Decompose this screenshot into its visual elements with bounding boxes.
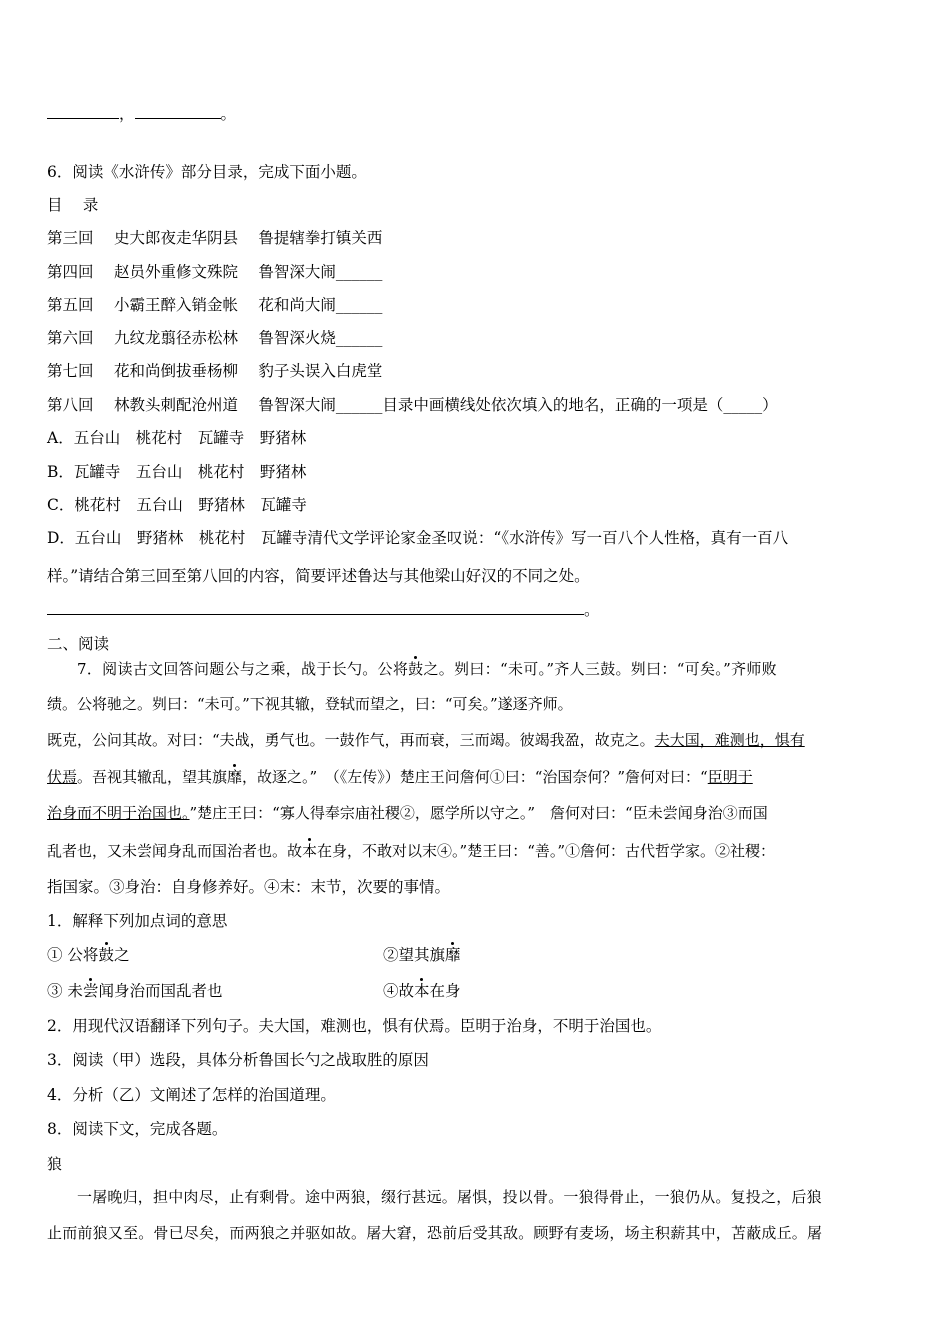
toc-title-2: 豹子头误入白虎堂 <box>258 362 383 380</box>
dotted-word: 尝 <box>82 982 99 1000</box>
word-item: ②望其旗靡 <box>383 946 461 964</box>
word-item: ④故本在身 <box>383 982 461 1000</box>
dotted-word: 鼓 <box>98 946 114 964</box>
passage-line <box>47 659 777 679</box>
answer-blank <box>47 600 584 615</box>
passage-text: 在身，不敢对以末④。”楚王曰：“善。”①詹何：古代哲学家。②社稷： <box>317 842 776 860</box>
dotted-word: 本 <box>414 982 430 1000</box>
comma: ， <box>119 105 135 123</box>
passage-text: 乱者也，又未尝闻身乱而国治者也。故 <box>47 842 303 860</box>
period: 。 <box>220 105 237 123</box>
toc-title-1: 花和尚倒拔垂杨柳 <box>113 362 238 380</box>
toc-heading: 目 录 <box>47 196 99 214</box>
passage-line <box>47 803 768 823</box>
underlined-sentence: 治身而不明于治国也。 <box>47 804 190 822</box>
toc-title-1: 史大郎夜走华阴县 <box>113 229 238 247</box>
word-items-row <box>47 981 897 1001</box>
passage-line: 绩。公将驰之。刿曰：“未可。”下视其辙，登轼而望之，曰：“可矣。”遂逐齐师。 <box>47 695 573 713</box>
toc-row <box>47 295 382 315</box>
dotted-word: 本 <box>302 842 318 860</box>
passage-text: 7．阅读古文回答问题公与之乘，战于长勺。公将 <box>77 660 409 678</box>
answer-blank <box>135 104 221 119</box>
passage-text: ”楚庄王曰：“寡人得奉宗庙社稷②，愿学所以守之。” 詹何对曰：“臣未尝闻身治③而国 <box>189 804 768 822</box>
toc-title-2: 鲁提辖拳打镇关西 <box>258 229 383 247</box>
toc-title-1: 九纹龙翦径赤松林 <box>113 329 238 347</box>
sub-question-2: 2．用现代汉语翻译下列句子。夫大国，难测也，惧有伏焉。臣明于治身，不明于治国也。 <box>47 1017 662 1035</box>
toc-row <box>47 395 778 415</box>
underlined-sentence: 夫大国，难测也，惧有 <box>654 731 805 749</box>
passage-line: 指国家。③身治：自身修养好。④末：末节，次要的事情。 <box>47 878 451 896</box>
sub-question-4: 4．分析（乙）文阐述了怎样的治国道理。 <box>47 1086 336 1104</box>
answer-blanks-line <box>47 104 236 124</box>
toc-title-1: 赵员外重修文殊院 <box>113 263 238 281</box>
question-6-stem: 6．阅读《水浒传》部分目录，完成下面小题。 <box>47 163 367 181</box>
passage-text: 之。刿曰：“未可。”齐人三鼓。刿曰：“可矣。”齐师败 <box>423 660 777 678</box>
option-d: D．五台山 野猪林 桃花村 瓦罐寺清代文学评论家金圣叹说：“《水浒传》写一百八个人性格，真有一百八 <box>47 529 789 547</box>
toc-chapter: 第三回 <box>47 229 94 247</box>
toc-row <box>47 262 382 282</box>
period: 。 <box>584 601 600 619</box>
sub-question-1: 1．解释下列加点词的意思 <box>47 912 228 930</box>
passage-line <box>47 841 775 861</box>
option-a: A．五台山 桃花村 瓦罐寺 野猪林 <box>47 429 307 447</box>
toc-chapter: 第八回 <box>47 396 94 414</box>
passage-text: 。吾视其辙乱，望其旗 <box>77 768 228 786</box>
dotted-word: 靡 <box>227 768 243 786</box>
toc-row <box>47 361 382 381</box>
passage-line <box>47 730 805 750</box>
passage-text: 既克，公问其故。对曰：“夫战，勇气也。一鼓作气，再而衰，三而竭。彼竭我盈，故克之。 <box>47 731 655 749</box>
option-b: B．瓦罐寺 五台山 桃花村 野猪林 <box>47 463 307 481</box>
passage-line <box>47 1187 822 1207</box>
toc-title-2: 鲁智深大闹______目录中画横线处依次填入的地名，正确的一项是（_____） <box>258 396 778 414</box>
question-6-continuation: 样。”请结合第三回至第八回的内容，简要评述鲁达与其他梁山好汉的不同之处。 <box>47 567 590 585</box>
sub-question-3: 3．阅读（甲）选段，具体分析鲁国长勺之战取胜的原因 <box>47 1051 429 1069</box>
word-item: ③ 未尝闻身治而国乱者也 <box>47 982 223 1000</box>
toc-chapter: 第六回 <box>47 329 94 347</box>
dotted-word: 靡 <box>445 946 461 964</box>
question-8-stem: 8．阅读下文，完成各题。 <box>47 1120 228 1138</box>
answer-blank <box>47 104 119 119</box>
word-items-row <box>47 945 897 965</box>
toc-title-1: 林教头刺配沧州道 <box>113 396 238 414</box>
toc-chapter: 第四回 <box>47 263 94 281</box>
toc-row <box>47 328 382 348</box>
toc-title-2: 花和尚大闹______ <box>258 296 383 314</box>
word-item: ① 公将鼓之 <box>47 946 130 964</box>
toc-row <box>47 228 382 248</box>
passage-title: 狼 <box>47 1155 63 1173</box>
section-heading: 二、阅读 <box>47 635 110 653</box>
toc-chapter: 第七回 <box>47 362 94 380</box>
option-c: C．桃花村 五台山 野猪林 瓦罐寺 <box>47 496 307 514</box>
passage-line: 止而前狼又至。骨已尽矣，而两狼之并驱如故。屠大窘，恐前后受其敌。顾野有麦场，场主积薪其中，苫蔽成丘。屠 <box>47 1224 823 1242</box>
answer-line <box>47 600 600 620</box>
underlined-sentence: 伏焉 <box>47 768 78 786</box>
toc-title-1: 小霸王醉入销金帐 <box>113 296 238 314</box>
passage-line <box>47 767 753 787</box>
underlined-sentence: 臣明于 <box>707 768 753 786</box>
toc-chapter: 第五回 <box>47 296 94 314</box>
dotted-word: 鼓 <box>408 660 424 678</box>
toc-title-2: 鲁智深火烧______ <box>258 329 383 347</box>
passage-text: 一屠晚归，担中肉尽，止有剩骨。途中两狼，缀行甚远。屠惧，投以骨。一狼得骨止，一狼仍从。复投之，后狼 <box>77 1188 822 1206</box>
passage-text: ，故逐之。” （《左传》）楚庄王问詹何①曰：“治国奈何？”詹何对曰：“ <box>242 768 708 786</box>
toc-title-2: 鲁智深大闹______ <box>258 263 383 281</box>
